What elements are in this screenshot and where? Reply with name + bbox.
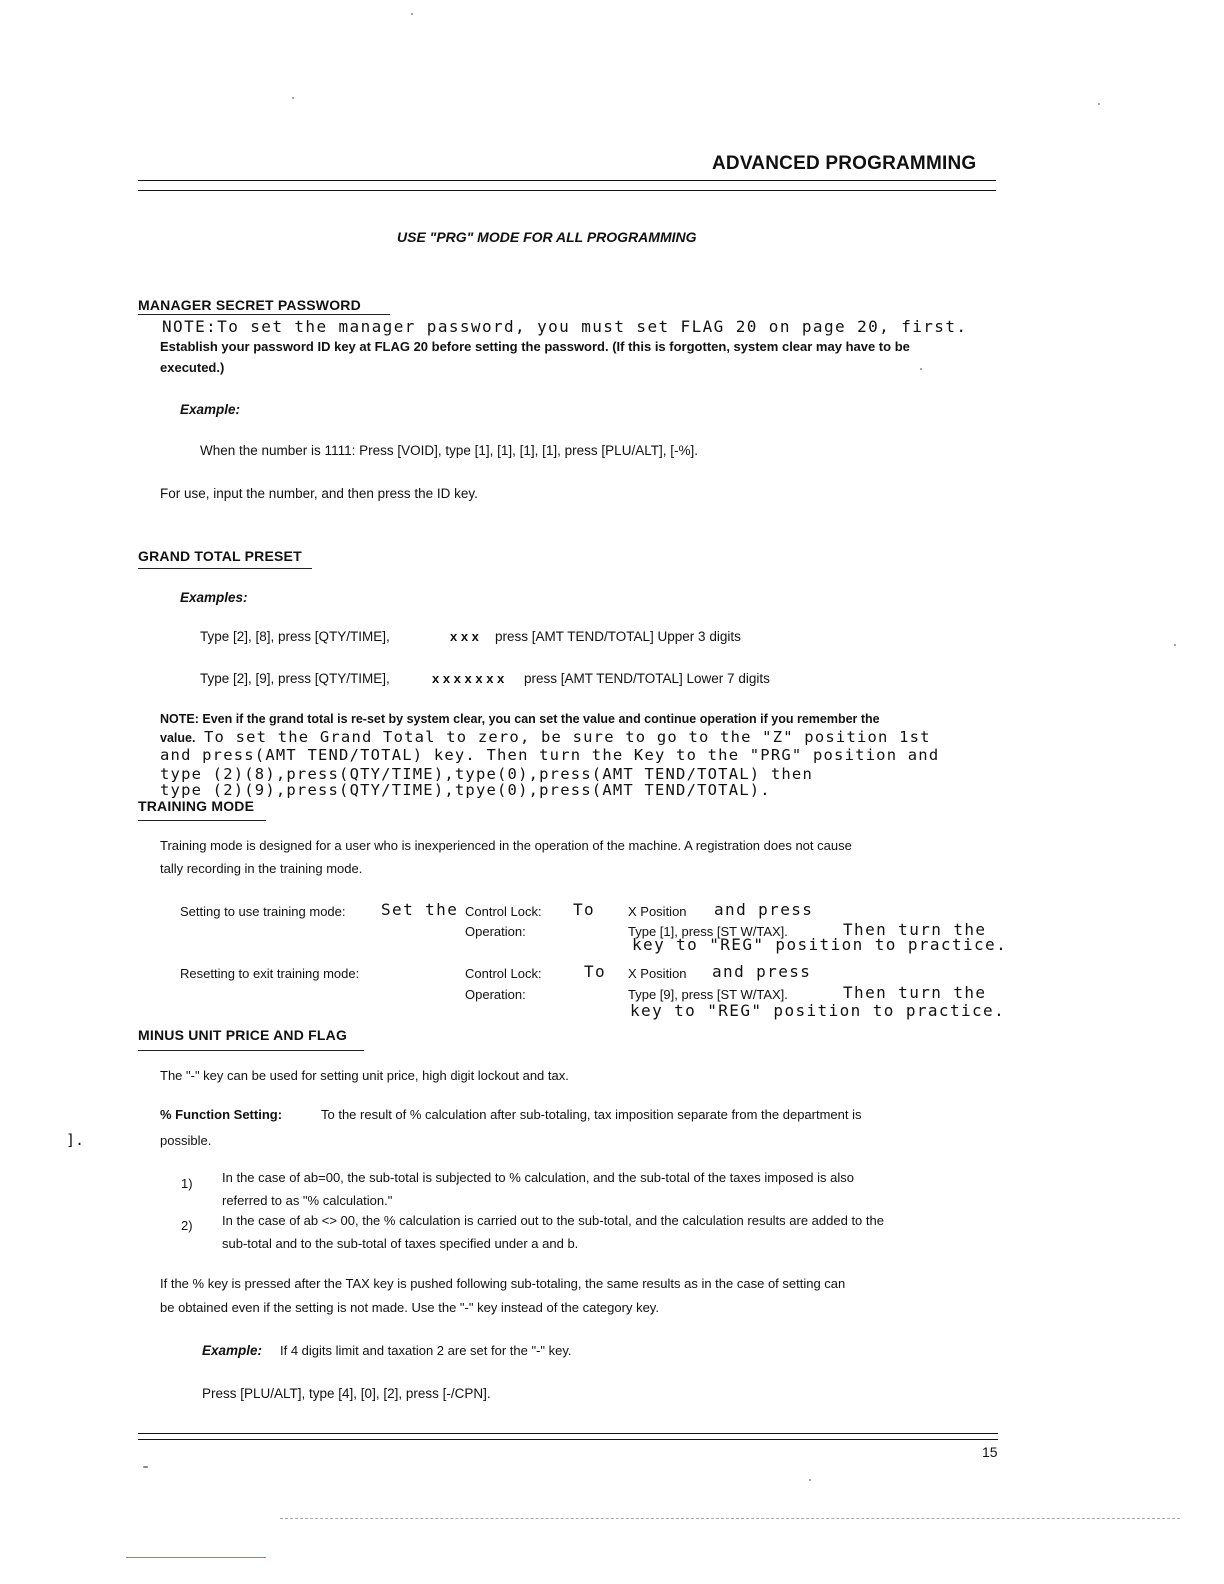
- typed-grand-total-line-2: and press(AMT TEND/TOTAL) key. Then turn the Key to the "PRG" position and: [160, 746, 940, 764]
- footer-rule-bottom: [138, 1439, 998, 1440]
- list-item-2-text-a: In the case of ab <> 00, the % calculation is carried out to the sub-total, and the calculation results are added to the: [222, 1213, 884, 1228]
- training-reset-x-position: X Position: [628, 966, 687, 981]
- training-set-control-lock-label: Control Lock:: [465, 904, 542, 919]
- section-heading-training-mode: TRAINING MODE: [138, 798, 255, 814]
- typed-grand-total-line-1: To set the Grand Total to zero, be sure to go to the "Z" position 1st: [204, 728, 931, 746]
- heading-underline: [138, 568, 312, 569]
- training-reset-operation-text: Type [9], press [ST W/TAX].: [628, 987, 788, 1002]
- header-rule-top: [138, 180, 996, 181]
- grand-total-line-2a: Type [2], [9], press [QTY/TIME],: [200, 671, 390, 686]
- scan-speck: [1098, 103, 1100, 105]
- grand-total-note-line-1: NOTE: Even if the grand total is re-set by system clear, you can set the value and continue operation if you remember the: [160, 712, 880, 726]
- manager-text-line-2: executed.): [160, 360, 225, 375]
- grand-total-line-2b: x x x x x x x: [432, 671, 505, 686]
- typed-set-the: Set the: [381, 900, 459, 919]
- list-item-2-text-b: sub-total and to the sub-total of taxes specified under a and b.: [222, 1236, 579, 1251]
- typed-grand-total-line-3: type (2)(8),press(QTY/TIME),type(0),press(AMT TEND/TOTAL) then: [160, 765, 813, 783]
- training-set-operation-text: Type [1], press [ST W/TAX].: [628, 924, 788, 939]
- list-item-2-number: 2): [181, 1218, 193, 1233]
- list-item-1-text-b: referred to as "% calculation.": [222, 1193, 393, 1208]
- section-heading-manager-password: MANAGER SECRET PASSWORD: [138, 297, 361, 313]
- pct-function-setting-label: % Function Setting:: [160, 1107, 283, 1122]
- section-heading-minus-unit-price: MINUS UNIT PRICE AND FLAG: [138, 1027, 348, 1043]
- heading-underline: [138, 1050, 364, 1051]
- typed-set-then: Then turn the: [843, 920, 987, 939]
- training-set-operation-label: Operation:: [465, 924, 526, 939]
- list-item-1-text-a: In the case of ab=00, the sub-total is subjected to % calculation, and the sub-total of the taxes imposed is also: [222, 1170, 854, 1185]
- grand-total-line-2c: press [AMT TEND/TOTAL] Lower 7 digits: [524, 671, 770, 686]
- heading-underline: [138, 820, 266, 821]
- typed-set-key: key to "REG" position to practice.: [632, 935, 1008, 954]
- training-reset-operation-label: Operation:: [465, 987, 526, 1002]
- grand-total-line-1b: x x x: [450, 629, 479, 644]
- minus-press-text: Press [PLU/ALT], type [4], [0], [2], press [-/CPN].: [202, 1386, 491, 1401]
- scan-edge-line: [280, 1518, 1180, 1519]
- margin-mark: ].: [66, 1131, 85, 1149]
- header-rule-bottom: [138, 190, 996, 191]
- manager-example-text: When the number is 1111: Press [VOID], type [1], [1], [1], [1], press [PLU/ALT], [-%].: [200, 443, 698, 458]
- training-reset-control-lock-label: Control Lock:: [465, 966, 542, 981]
- pct-function-text-2: possible.: [160, 1133, 212, 1148]
- typed-note-manager: NOTE:To set the manager password, you must set FLAG 20 on page 20, first.: [162, 317, 968, 336]
- grand-total-line-1c: press [AMT TEND/TOTAL] Upper 3 digits: [495, 629, 741, 644]
- pct-function-text: To the result of % calculation after sub-totaling, tax imposition separate from the department is: [321, 1107, 862, 1122]
- typed-grand-total-line-4: type (2)(9),press(QTY/TIME),tpye(0),press(AMT TEND/TOTAL).: [160, 781, 771, 799]
- page-header-title: ADVANCED PROGRAMMING: [712, 153, 977, 174]
- scan-speck: [920, 368, 922, 370]
- training-resetting-label: Resetting to exit training mode:: [180, 966, 360, 981]
- minus-example-label: Example:: [202, 1343, 263, 1358]
- scan-edge-line: [126, 1557, 266, 1558]
- typed-reset-and-press: and press: [712, 962, 812, 981]
- minus-example-text: If 4 digits limit and taxation 2 are set for the "-" key.: [280, 1343, 572, 1358]
- scan-speck: [809, 1479, 811, 1481]
- footer-rule-top: [138, 1433, 998, 1434]
- typed-reset-then: Then turn the: [843, 983, 987, 1002]
- training-setting-label: Setting to use training mode:: [180, 904, 346, 919]
- scan-speck: [411, 13, 413, 15]
- minus-paragraph-a: If the % key is pressed after the TAX key is pushed following sub-totaling, the same results as in the case of setting can: [160, 1276, 846, 1291]
- typed-reset-key: key to "REG" position to practice.: [630, 1001, 1006, 1020]
- grand-total-examples-label: Examples:: [180, 590, 248, 605]
- list-item-1-number: 1): [181, 1176, 193, 1191]
- scan-speck: [292, 97, 294, 99]
- grand-total-note-value: value.: [160, 731, 196, 745]
- section-heading-grand-total: GRAND TOTAL PRESET: [138, 548, 302, 564]
- manager-example-label: Example:: [180, 402, 241, 417]
- training-text-line-2: tally recording in the training mode.: [160, 861, 363, 876]
- training-set-x-position: X Position: [628, 904, 687, 919]
- typed-reset-to: To: [584, 962, 607, 981]
- typed-set-to: To: [573, 900, 596, 919]
- grand-total-line-1a: Type [2], [8], press [QTY/TIME],: [200, 629, 390, 644]
- page-number: 15: [982, 1444, 998, 1460]
- minus-paragraph-b: be obtained even if the setting is not made. Use the "-" key instead of the category key.: [160, 1300, 659, 1315]
- typed-set-and-press: and press: [714, 900, 814, 919]
- manager-text-line-1: Establish your password ID key at FLAG 20 before setting the password. (If this is forgotten, system clear may have to be: [160, 339, 910, 354]
- heading-underline: [138, 314, 390, 315]
- manager-use-text: For use, input the number, and then press the ID key.: [160, 486, 478, 501]
- scan-speck: [1174, 644, 1176, 646]
- training-text-line-1: Training mode is designed for a user who is inexperienced in the operation of the machine. A registration does not cause: [160, 838, 852, 853]
- prg-mode-banner: USE "PRG" MODE FOR ALL PROGRAMMING: [397, 229, 697, 245]
- scan-speck: [143, 1466, 148, 1468]
- minus-text-line-1: The "-" key can be used for setting unit price, high digit lockout and tax.: [160, 1068, 569, 1083]
